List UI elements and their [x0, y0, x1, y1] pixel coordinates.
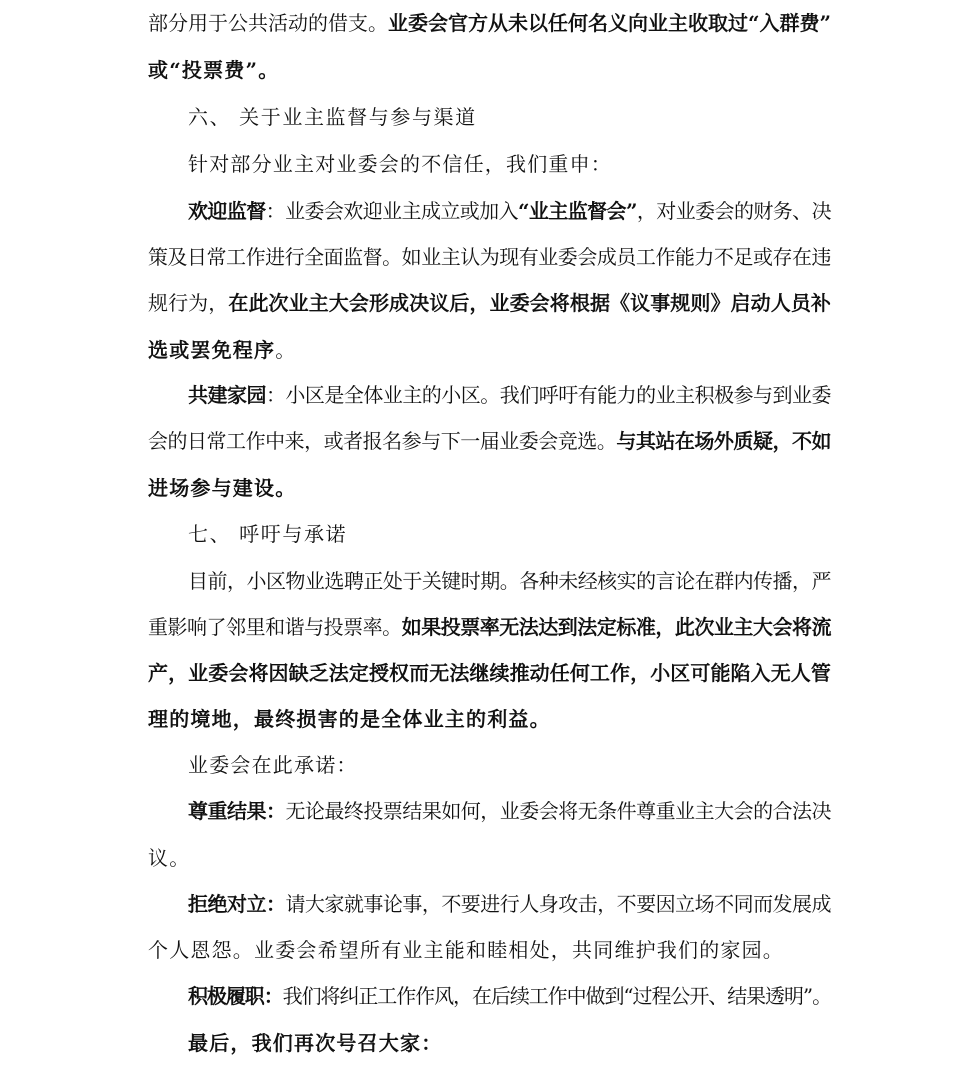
text-run: 议。	[148, 846, 191, 870]
paragraph-line	[148, 237, 979, 277]
text-run-bold: 如果投票率无法达到法定标准，此次业主大会将流	[401, 615, 831, 639]
text-run-bold: 欢迎监督	[188, 199, 266, 223]
text-run: ，对业委会的财务、决	[636, 199, 831, 223]
text-run: 会的日常工作中来，或者报名参与下一届业委会竞选。	[148, 429, 617, 453]
paragraph-line	[148, 930, 979, 970]
paragraph-line	[148, 607, 979, 647]
text-run-bold: 理的境地，最终损害的是全体业主的利益。	[148, 707, 551, 731]
paragraph-line	[188, 1023, 979, 1063]
text-run-bold: 拒绝对立：	[188, 892, 286, 916]
paragraph-line	[188, 375, 979, 415]
section-heading-six	[188, 97, 979, 137]
text-run: ：小区是全体业主的小区。我们呼吁有能力的业主积极参与到业委	[265, 383, 831, 407]
paragraph-line	[188, 191, 979, 231]
section-heading-seven	[188, 514, 979, 554]
text-run: 目前，小区物业选聘正处于关键时期。各种未经核实的言论在群内传播，严	[188, 569, 831, 593]
paragraph-line	[188, 144, 979, 184]
text-run-bold: 在此次业主大会形成决议后，业委会将根据《议事规则》启动人员补	[228, 291, 831, 315]
paragraph-line	[188, 745, 979, 785]
text-run: 策及日常工作进行全面监督。如业主认为现有业委会成员工作能力不足或存在违	[148, 245, 831, 269]
paragraph-line	[148, 50, 979, 90]
paragraph-line	[188, 791, 979, 831]
text-run-bold: 最后，我们再次号召大家：	[188, 1031, 443, 1055]
paragraph-line	[188, 561, 979, 601]
paragraph-line	[148, 3, 979, 43]
heading-text: 六、 关于业主监督与参与渠道	[188, 105, 477, 129]
text-run-bold: 与其站在场外质疑，不如	[616, 429, 831, 453]
text-run: 针对部分业主对业委会的不信任，我们重申：	[188, 152, 612, 176]
paragraph-line	[188, 884, 979, 924]
text-run: 重影响了邻里和谐与投票率。	[148, 615, 402, 639]
text-run: 。	[275, 338, 297, 362]
text-run-bold: 选或罢免程序	[148, 338, 276, 362]
text-run-bold: 业委会官方从未以任何名义向业主收取过“入群费”	[388, 11, 831, 35]
text-run-bold: 或“投票费”。	[148, 58, 280, 82]
paragraph-line	[148, 421, 979, 461]
text-run: 请大家就事论事，不要进行人身攻击，不要因立场不同而发展成	[285, 892, 832, 916]
paragraph-line	[148, 283, 979, 323]
text-run-bold: 产，业委会将因缺乏法定授权而无法继续推动任何工作，小区可能陷入无人管	[148, 661, 831, 685]
paragraph-line	[148, 699, 979, 739]
paragraph-line	[188, 976, 979, 1016]
paragraph-line	[148, 468, 979, 508]
text-run-bold: 共建家园	[188, 383, 266, 407]
paragraph-line	[148, 838, 979, 878]
text-run-bold: 进场参与建设。	[148, 476, 297, 500]
heading-text: 七、 呼吁与承诺	[188, 522, 348, 546]
text-run-bold: 尊重结果：	[188, 799, 286, 823]
paragraph-line	[148, 653, 979, 693]
paragraph-line	[148, 330, 979, 370]
text-run: ：业委会欢迎业主成立或加入	[265, 199, 518, 223]
text-run: 规行为，	[148, 291, 229, 315]
text-run-bold: “业主监督会”	[518, 199, 637, 223]
text-run-bold: 积极履职：	[188, 984, 283, 1008]
text-run: 无论最终投票结果如何，业委会将无条件尊重业主大会的合法决	[285, 799, 832, 823]
text-run: 我们将纠正工作作风，在后续工作中做到“过程公开、结果透明”。	[282, 984, 832, 1008]
text-run: 部分用于公共活动的借支。	[148, 11, 388, 35]
text-run: 个人恩怨。业委会希望所有业主能和睦相处，共同维护我们的家园。	[148, 938, 784, 962]
text-run: 业委会在此承诺：	[188, 753, 358, 777]
